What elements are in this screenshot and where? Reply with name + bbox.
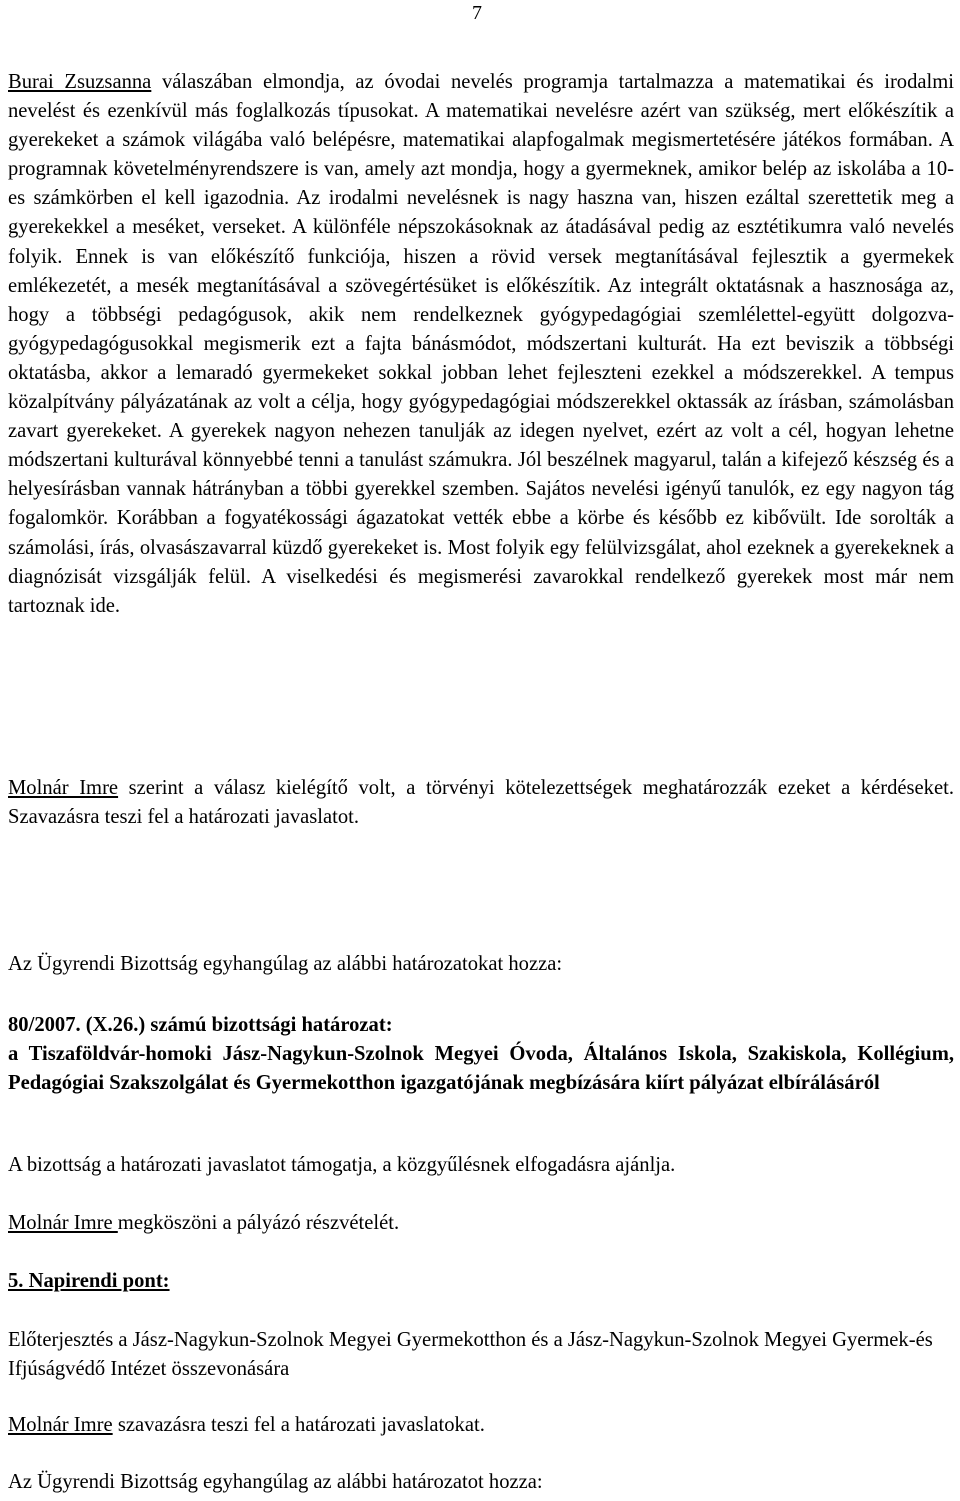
resolution-title: a Tiszaföldvár-homoki Jász-Nagykun-Szolnok Megyei Óvoda, Általános Iskola, Szakiskola, Kollégium, Pedagógiai Szakszolgálat és Gyermekotthon igazgatójának megbízására kiírt pályázat elbírálásáról (8, 1043, 954, 1094)
speaker-name: Molnár Imre (8, 1414, 113, 1436)
committee-support: A bizottság a határozati javaslatot támogatja, a közgyűlésnek elfogadásra ajánlja. (8, 1154, 676, 1176)
agenda-topic: Előterjesztés a Jász-Nagykun-Szolnok Megyei Gyermekotthon és a Jász-Nagykun-Szolnok Megyei Gyermek-és Ifjúságvédő Intézet összevonására (8, 1329, 933, 1380)
speaker-name: Burai Zsuzsanna (8, 71, 152, 93)
speaker-name: Molnár Imre (8, 777, 119, 799)
resolution-block (8, 1011, 954, 1098)
speaker-name: Molnár Imre (8, 1212, 118, 1234)
resolution-number: 80/2007. (X.26.) számú bizottsági határozat: (8, 1014, 393, 1036)
paragraph-text: válaszában elmondja, az óvodai nevelés programja tartalmazza a matematikai és irodalmi nevelést és ezenkívül más foglalkozás típusokat. A matematikai nevelésre azért van szükség, mert előkészítik a gyerekeket a számok világába való belépésre, matematikai alapfogalmak megismertetésére játékos formában. A programnak követelményrendszere is van, amely azt mondja, hogy a gyermeknek, amikor belép az iskolába a 10-es számkörben el kell igazodnia. Az irodalmi nevelésnek is nagy haszna van, hiszen ezáltal szerettetik meg a gyerekekkel a meséket, verseket. A különféle népszokásoknak az átadásával pedig az esztétikumra való nevelés folyik. Ennek is van előkészítő funkciója, hiszen a rövid versek megtanításával fejlesztik a gyermekek emlékezetét, a mesék megtanításával a szövegértésüket is előkészítik. Az integrált oktatásnak a hasznosága az, hogy a többségi pedagógusok, akik nem rendelkeznek gyógypedagógiai szemlélettel-együtt dolgozva- gyógypedagógusokkal megismerik ezt a fajta bánásmódot, módszertani kulturát. Ha ezt beviszik a többségi oktatásba, akkor a lemaradó gyermekeket sokkal jobban lehet fejleszteni ezekkel a módszerekkel. A tempus közalpítvány pályázatának az volt a célja, hogy gyógypedagógiai módszerekkel oktassák az írásban, számolásban zavart gyerekeket. A gyerekek nagyon nehezen tanulják az idegen nyelvet, ezért az volt a cél, hogyan lehetne módszertani kulturával könnyebbé tenni a tanulást számukra. Jól beszélnek magyarul, talán a kifejező készség és a helyesírásban vannak hátrányban a többi gyerekkel szemben. Sajátos nevelési igényű tanulók, ez egy nagyon tág fogalomkör. Korábban a fogyatékossági ágazatokat vették ebbe a körbe és később ez kibővült. Ide sorolták a számolási, írás, olvasászavarral küzdő gyerekeket is. Most folyik egy felülvizsgálat, ahol ezeknek a gyerekeknek a diagnózisát vizsgálják felül. A viselkedési és megismerési zavarokkal rendelkező gyerekek most már nem tartoznak ide. (8, 71, 954, 617)
page-number: 7 (472, 2, 482, 24)
paragraph-burai-response (8, 68, 954, 621)
paragraph-text: szerint a válasz kielégítő volt, a törvényi kötelezettségek meghatározzák ezeket a kérdéseket. Szavazásra teszi fel a határozati javaslatot. (8, 777, 954, 829)
committee-intro: Az Ügyrendi Bizottság egyhangúlag az alábbi határozatokat hozza: (8, 953, 563, 975)
agenda-heading: 5. Napirendi pont: (8, 1270, 170, 1292)
paragraph-text: megköszöni a pályázó részvételét. (117, 1212, 400, 1234)
committee-intro-2: Az Ügyrendi Bizottság egyhangúlag az alábbi határozatot hozza: (8, 1471, 543, 1493)
paragraph-molnar-reply (8, 774, 954, 832)
paragraph-molnar-thanks (8, 1212, 954, 1235)
paragraph-molnar-vote (8, 1414, 954, 1437)
paragraph-text: szavazásra teszi fel a határozati javaslatokat. (117, 1414, 485, 1436)
